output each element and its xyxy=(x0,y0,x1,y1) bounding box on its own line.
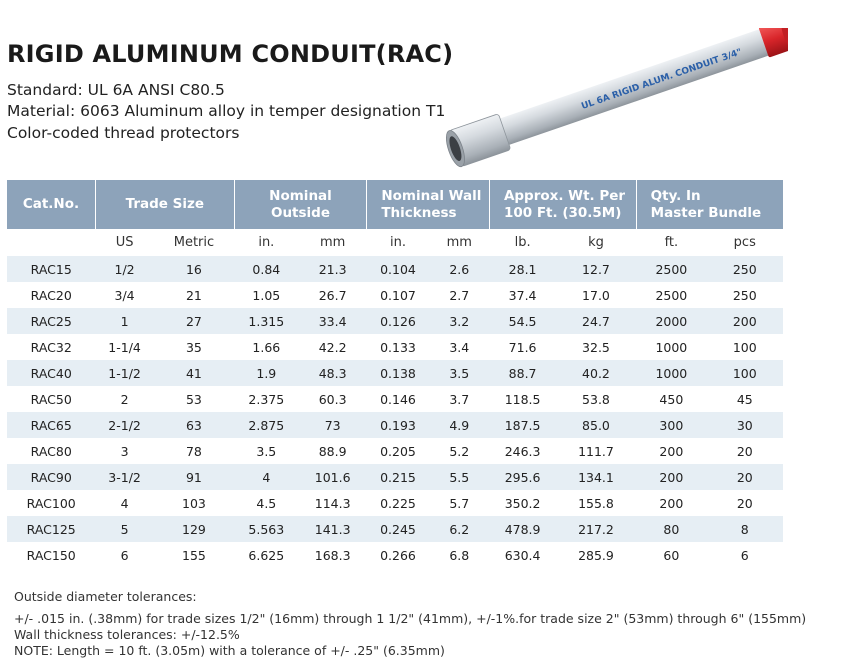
table-cell: 103 xyxy=(182,495,206,511)
table-cell: 155 xyxy=(182,547,206,563)
table-cell: 4 xyxy=(234,464,298,490)
table-cell: 200 xyxy=(636,464,706,490)
table-cell: 134.1 xyxy=(556,464,636,490)
cat-no-cell: RAC80 xyxy=(30,443,72,459)
table-cell: 21 xyxy=(185,287,202,303)
table-cell: 168.3 xyxy=(314,547,351,563)
unit-cell: US xyxy=(115,235,134,250)
table-cell: 155.8 xyxy=(578,495,614,511)
table-cell: 24.7 xyxy=(556,308,636,334)
cat-no-cell: RAC40 xyxy=(7,360,95,386)
table-cell: 0.138 xyxy=(367,360,429,386)
unit-cell: in. xyxy=(389,235,406,250)
table-cell: 5.7 xyxy=(449,495,470,511)
cat-no-cell: RAC125 xyxy=(7,516,95,542)
table-cell: 2500 xyxy=(655,287,688,303)
cat-no-cell: RAC50 xyxy=(30,391,72,407)
table-cell: 118.5 xyxy=(504,391,541,407)
table-cell: 100 xyxy=(707,360,783,386)
unit-cell: mm xyxy=(446,235,472,250)
conduit-pipe-image xyxy=(428,28,788,178)
header-nominal-wall: Nominal Wall Thickness xyxy=(367,180,490,229)
unit-cell: lb. xyxy=(514,235,531,250)
table-cell: 88.7 xyxy=(489,360,555,386)
table-cell: 2.375 xyxy=(248,391,285,407)
table-cell: 0.146 xyxy=(380,391,416,407)
table-cell: 187.5 xyxy=(489,412,555,438)
table-cell: 450 xyxy=(659,391,684,407)
unit-cell-blank xyxy=(7,229,95,256)
table-cell: 2.875 xyxy=(234,412,298,438)
unit-cell: Metric xyxy=(173,235,215,250)
spec-protectors: Color-coded thread protectors xyxy=(7,124,240,142)
unit-cell: kg xyxy=(588,235,604,250)
table-row xyxy=(7,386,783,412)
table-cell: 53 xyxy=(185,391,202,407)
table-cell: 0.215 xyxy=(367,464,429,490)
table-row xyxy=(7,256,783,282)
table-row xyxy=(7,412,783,438)
table-cell: 27 xyxy=(154,308,234,334)
table-cell: 350.2 xyxy=(504,495,541,511)
table-cell: 5.5 xyxy=(429,464,489,490)
note-od-title: Outside diameter tolerances: xyxy=(14,589,197,604)
table-cell: 73 xyxy=(298,412,366,438)
table-cell: 41 xyxy=(154,360,234,386)
table-cell: 2.7 xyxy=(449,287,470,303)
table-cell: 0.225 xyxy=(380,495,416,511)
table-cell: 2-1/2 xyxy=(95,412,153,438)
table-cell: 6.8 xyxy=(449,547,470,563)
table-cell: 3.5 xyxy=(256,443,277,459)
table-cell: 42.2 xyxy=(318,339,347,355)
table-cell: 85.0 xyxy=(556,412,636,438)
table-row xyxy=(7,282,783,308)
table-cell: 1.315 xyxy=(234,308,298,334)
conduit-spec-table xyxy=(7,180,783,568)
table-cell: 17.0 xyxy=(582,287,610,303)
table-cell: 5 xyxy=(95,516,153,542)
table-cell: 1.05 xyxy=(252,287,281,303)
table-cell: 0.104 xyxy=(367,256,429,282)
table-cell: 3.2 xyxy=(429,308,489,334)
table-cell: 1/2 xyxy=(95,256,153,282)
header-approx-weight: Approx. Wt. Per 100 Ft. (30.5M) xyxy=(489,180,636,229)
table-cell: 20 xyxy=(736,443,753,459)
table-cell: 100 xyxy=(732,339,757,355)
table-cell: 1-1/4 xyxy=(108,339,141,355)
table-cell: 5.563 xyxy=(234,516,298,542)
cat-no-cell: RAC32 xyxy=(30,339,72,355)
table-cell: 2500 xyxy=(636,256,706,282)
table-cell: 300 xyxy=(636,412,706,438)
table-cell: 28.1 xyxy=(489,256,555,282)
pipe-print-text: UL 6A RIGID ALUM. CONDUIT 3/4" xyxy=(580,47,744,112)
table-cell: 200 xyxy=(707,308,783,334)
table-row xyxy=(7,360,783,386)
table-cell: 2000 xyxy=(636,308,706,334)
table-cell: 129 xyxy=(154,516,234,542)
table-cell: 111.7 xyxy=(578,443,614,459)
table-cell: 16 xyxy=(154,256,234,282)
note-length: NOTE: Length = 10 ft. (3.05m) with a tolerance of +/- .25" (6.35mm) xyxy=(14,643,445,658)
unit-cell: in. xyxy=(258,235,275,250)
table-row xyxy=(7,334,783,360)
table-cell: 630.4 xyxy=(504,547,541,563)
table-cell: 2 xyxy=(120,391,129,407)
table-cell: 12.7 xyxy=(556,256,636,282)
table-cell: 6.2 xyxy=(429,516,489,542)
table-cell: 3.4 xyxy=(449,339,470,355)
header-qty-bundle: Qty. In Master Bundle xyxy=(636,180,783,229)
units-row xyxy=(7,229,783,256)
table-cell: 3 xyxy=(120,443,129,459)
table-cell: 217.2 xyxy=(556,516,636,542)
table-cell: 30 xyxy=(707,412,783,438)
table-cell: 1000 xyxy=(636,360,706,386)
table-cell: 63 xyxy=(154,412,234,438)
table-cell: 114.3 xyxy=(314,495,351,511)
table-cell: 285.9 xyxy=(578,547,614,563)
table-cell: 1.66 xyxy=(252,339,281,355)
table-cell: 3-1/2 xyxy=(95,464,153,490)
table-row xyxy=(7,464,783,490)
cat-no-cell: RAC100 xyxy=(26,495,76,511)
unit-cell: mm xyxy=(319,235,346,250)
table-cell: 53.8 xyxy=(582,391,610,407)
table-header-row xyxy=(7,180,783,229)
table-cell: 78 xyxy=(185,443,202,459)
table-cell: 33.4 xyxy=(298,308,366,334)
table-cell: 0.266 xyxy=(380,547,416,563)
cat-no-cell: RAC15 xyxy=(7,256,95,282)
cat-no-cell: RAC20 xyxy=(30,287,72,303)
table-cell: 101.6 xyxy=(298,464,366,490)
table-cell: 71.6 xyxy=(508,339,537,355)
table-cell: 37.4 xyxy=(508,287,537,303)
header-nominal-outside: Nominal Outside xyxy=(234,180,367,229)
table-cell: 91 xyxy=(154,464,234,490)
table-cell: 54.5 xyxy=(489,308,555,334)
table-cell: 250 xyxy=(732,287,757,303)
table-cell: 8 xyxy=(707,516,783,542)
table-cell: 0.107 xyxy=(380,287,416,303)
table-row xyxy=(7,438,783,464)
table-cell: 20 xyxy=(707,464,783,490)
table-cell: 6.625 xyxy=(248,547,285,563)
table-cell: 295.6 xyxy=(489,464,555,490)
table-cell: 48.3 xyxy=(298,360,366,386)
table-cell: 6 xyxy=(740,547,749,563)
table-cell: 0.84 xyxy=(234,256,298,282)
table-cell: 141.3 xyxy=(298,516,366,542)
table-cell: 0.126 xyxy=(367,308,429,334)
table-cell: 5.2 xyxy=(449,443,470,459)
cat-no-cell: RAC65 xyxy=(7,412,95,438)
table-row xyxy=(7,542,783,568)
table-cell: 0.205 xyxy=(380,443,416,459)
table-cell: 1000 xyxy=(655,339,688,355)
table-cell: 200 xyxy=(659,443,684,459)
table-cell: 45 xyxy=(736,391,753,407)
table-cell: 60 xyxy=(663,547,680,563)
table-cell: 60.3 xyxy=(318,391,347,407)
table-cell: 80 xyxy=(636,516,706,542)
table-cell: 1.9 xyxy=(234,360,298,386)
spec-material: Material: 6063 Aluminum alloy in temper designation T1 xyxy=(7,102,446,120)
table-cell: 20 xyxy=(736,495,753,511)
table-cell: 0.245 xyxy=(367,516,429,542)
table-cell: 3/4 xyxy=(114,287,135,303)
table-cell: 2.6 xyxy=(429,256,489,282)
table-cell: 246.3 xyxy=(504,443,541,459)
table-cell: 4 xyxy=(120,495,129,511)
header-cat-no: Cat.No. xyxy=(7,180,95,229)
table-cell: 6 xyxy=(120,547,129,563)
table-cell: 26.7 xyxy=(318,287,347,303)
table-cell: 88.9 xyxy=(318,443,347,459)
unit-cell: pcs xyxy=(733,235,756,250)
cat-no-cell: RAC150 xyxy=(26,547,76,563)
header-trade-size: Trade Size xyxy=(95,180,234,229)
table-cell: 32.5 xyxy=(582,339,610,355)
table-cell: 35 xyxy=(185,339,202,355)
table-cell: 250 xyxy=(707,256,783,282)
table-cell: 4.5 xyxy=(256,495,277,511)
table-cell: 3.7 xyxy=(449,391,470,407)
table-row xyxy=(7,516,783,542)
table-cell: 0.133 xyxy=(380,339,416,355)
spec-standard: Standard: UL 6A ANSI C80.5 xyxy=(7,81,225,99)
table-cell: 1 xyxy=(95,308,153,334)
unit-cell: ft. xyxy=(664,235,679,250)
table-cell: 40.2 xyxy=(556,360,636,386)
table-cell: 0.193 xyxy=(367,412,429,438)
cat-no-cell: RAC25 xyxy=(7,308,95,334)
table-cell: 478.9 xyxy=(489,516,555,542)
table-cell: 4.9 xyxy=(429,412,489,438)
cat-no-cell: RAC90 xyxy=(7,464,95,490)
note-wall-tolerance: Wall thickness tolerances: +/-12.5% xyxy=(14,627,240,642)
table-row xyxy=(7,308,783,334)
table-row xyxy=(7,490,783,516)
page-title: RIGID ALUMINUM CONDUIT(RAC) xyxy=(7,40,454,68)
table-cell: 3.5 xyxy=(429,360,489,386)
note-od-detail: +/- .015 in. (.38mm) for trade sizes 1/2" (16mm) through 1 1/2" (41mm), +/-1%.for trade size 2" (53mm) through 6" (155mm) xyxy=(14,611,807,626)
table-cell: 1-1/2 xyxy=(95,360,153,386)
table-cell: 21.3 xyxy=(298,256,366,282)
table-cell: 200 xyxy=(659,495,684,511)
